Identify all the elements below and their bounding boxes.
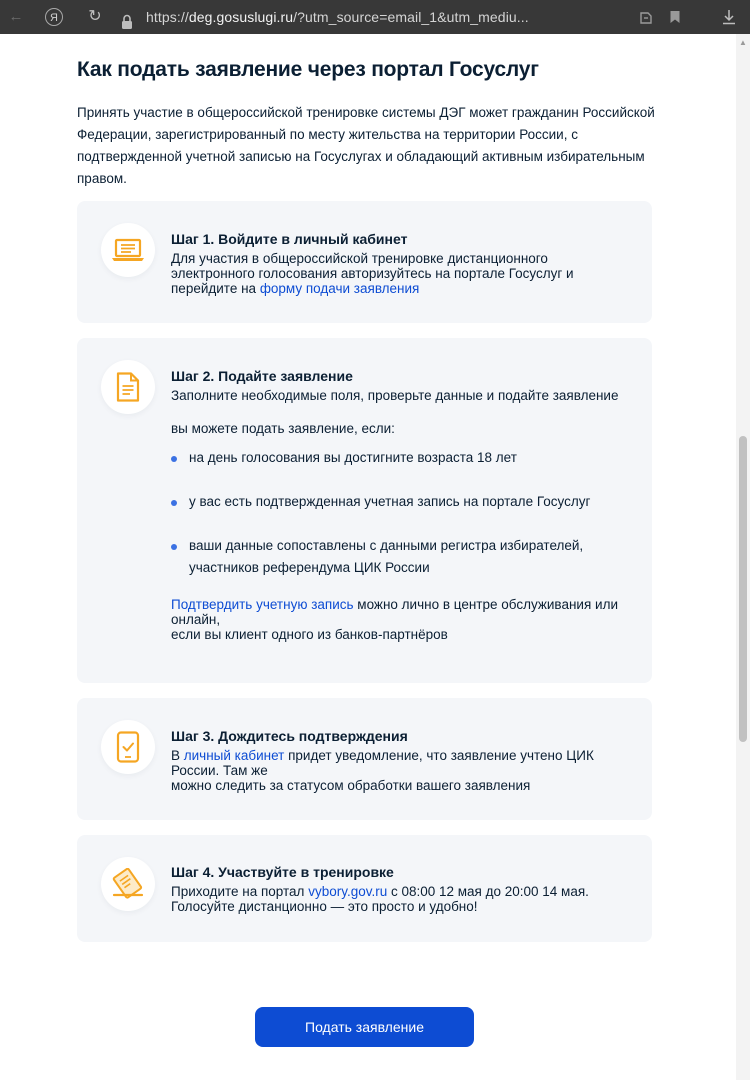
step-body-text-2: можно следить за статусом обработки вашего заявления (171, 778, 531, 793)
application-form-link[interactable]: форму подачи заявления (259, 281, 420, 296)
ballot-icon (101, 857, 155, 911)
url-host: deg.gosuslugi.ru (188, 9, 294, 25)
reload-icon[interactable]: ↻ (88, 8, 102, 25)
step-body-text-2: Голосуйте дистанционно — это просто и удобно! (171, 899, 478, 914)
personal-account-link[interactable]: личный кабинет (183, 748, 285, 763)
url-path: /?utm_source=email_1&utm_mediu... (293, 9, 529, 25)
step-body-text: придет уведомление, что заявление учтено ЦИК России. Там же (171, 748, 594, 778)
condition-text: на день голосования вы достигните возраста 18 лет (189, 450, 517, 465)
list-item (171, 447, 626, 469)
step-body (171, 251, 626, 296)
address-bar[interactable] (146, 0, 529, 34)
document-icon (101, 360, 155, 414)
step-card-1 (77, 201, 652, 323)
phone-check-icon (101, 720, 155, 774)
extensions-icon[interactable] (637, 0, 655, 34)
page-scrollbar[interactable] (736, 34, 750, 1080)
step-body-text: Для участия в общероссийской тренировке дистанционного электронного голосования авторизуйтесь на портале Госуслуг и перейдите на (171, 251, 574, 296)
step-4-content (171, 864, 626, 914)
vybory-link[interactable]: vybory.gov.ru (308, 884, 388, 899)
step-card-2 (77, 338, 652, 683)
bullet-dot-icon (171, 456, 177, 462)
step-card-3 (77, 698, 652, 820)
verify-note (171, 597, 626, 642)
step-3-content (171, 728, 626, 793)
verify-account-link[interactable]: Подтвердить учетную запись (171, 597, 354, 612)
step-body-prefix: В (171, 748, 184, 763)
scroll-up-icon[interactable]: ▲ (739, 38, 747, 47)
lock-icon[interactable] (121, 9, 133, 25)
step-title: Шаг 4. Участвуйте в тренировке (171, 864, 394, 880)
condition-text: у вас есть подтвержденная учетная запись на портале Госуслуг (189, 494, 591, 509)
condition-text: ваши данные сопоставлены с данными регистра избирателей, участников референдума ЦИК России (189, 538, 584, 575)
yandex-icon[interactable]: Я (45, 8, 63, 26)
conditions-title: вы можете подать заявление, если: (171, 421, 395, 436)
step-title: Шаг 2. Подайте заявление (171, 368, 353, 384)
step-title: Шаг 1. Войдите в личный кабинет (171, 231, 408, 247)
intro-text: Принять участие в общероссийской тренировке системы ДЭГ может гражданин Российской Федерации, зарегистрированный по месту жительства на территории России, с подтвержденной учетной записью на Госуслугах и обладающий активным избирательным правом. (77, 105, 655, 186)
list-item (171, 491, 626, 513)
step-card-4 (77, 835, 652, 942)
bullet-dot-icon (171, 500, 177, 506)
note-text-2: если вы клиент одного из банков-партнёров (171, 627, 448, 642)
step-body: Заполните необходимые поля, проверьте данные и подайте заявление (171, 388, 619, 403)
browser-toolbar (0, 0, 750, 34)
note-text: можно лично в центре обслуживания или онлайн, (171, 597, 618, 627)
step-title: Шаг 3. Дождитесь подтверждения (171, 728, 408, 744)
step-body (171, 884, 626, 914)
step-1-content (171, 231, 626, 296)
conditions-list (171, 447, 626, 579)
list-item (171, 535, 626, 579)
step-2-content (171, 368, 626, 642)
laptop-icon (101, 223, 155, 277)
page-title: Как подать заявление через портал Госуслуг (77, 58, 539, 81)
bullet-dot-icon (171, 544, 177, 550)
step-body-text: с 08:00 12 мая до 20:00 14 мая. (387, 884, 589, 899)
scroll-thumb[interactable] (739, 436, 747, 742)
bookmark-icon[interactable] (666, 0, 684, 34)
url-scheme: https:// (146, 9, 189, 25)
step-body (171, 748, 626, 793)
download-icon[interactable] (718, 0, 740, 34)
back-arrow-icon[interactable]: ← (8, 8, 24, 25)
step-body-prefix: Приходите на портал (171, 884, 309, 899)
submit-application-button[interactable]: Подать заявление (255, 1007, 474, 1047)
